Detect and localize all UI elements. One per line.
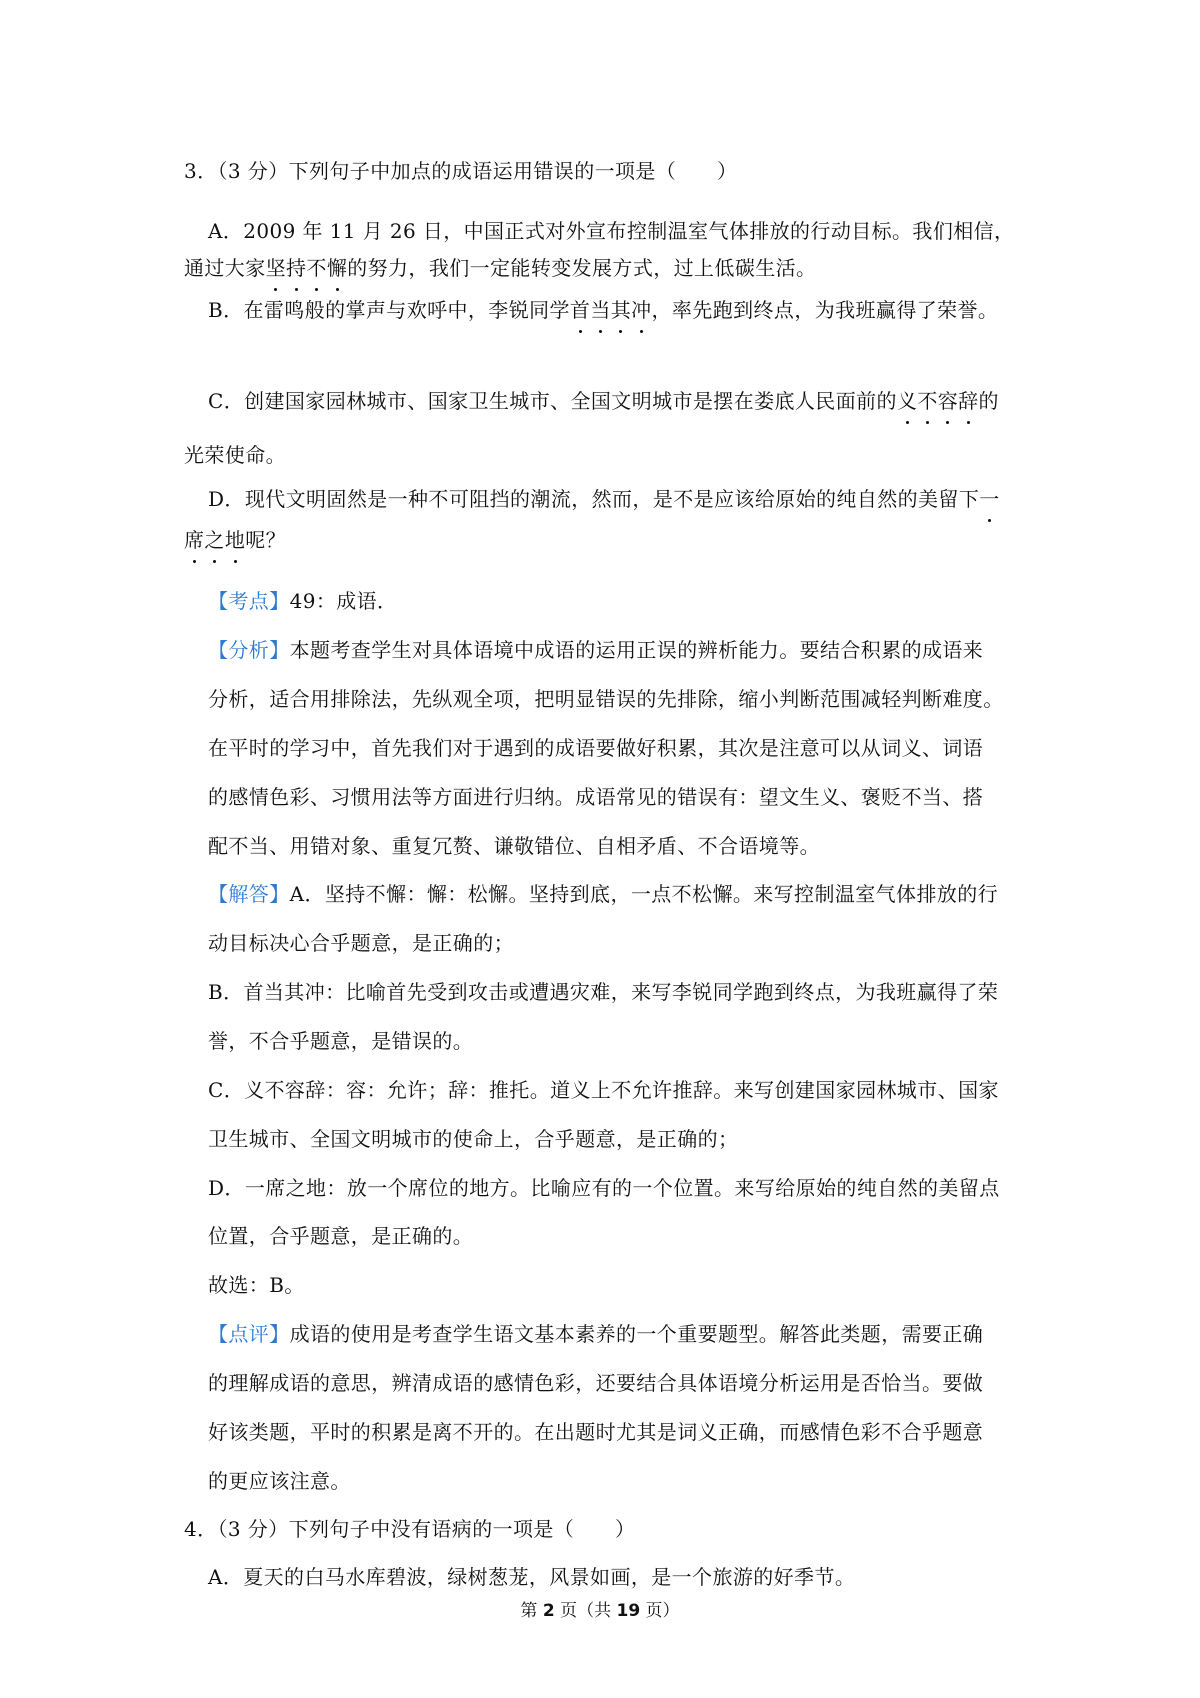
dianping-text: 成语的使用是考查学生语文基本素养的一个重要题型。解答此类题，需要正确 <box>289 1322 984 1346</box>
dianping-line1 <box>208 1320 983 1348</box>
jieda-tag: 【解答】 <box>208 882 290 906</box>
dotted-char: 不 <box>917 389 938 413</box>
footer-total-pages: 19 <box>616 1601 641 1621</box>
dianping-line2: 的理解成语的意思，辨清成语的感情色彩，还要结合具体语境分析运用是否恰当。要做 <box>208 1371 984 1395</box>
dotted-char: 义 <box>896 389 918 413</box>
dotted-char: 辞 <box>958 389 979 413</box>
fenxi-line5: 配不当、用错对象、重复冗赘、谦敬错位、自相矛盾、不合语境等。 <box>208 834 820 858</box>
dotted-char: 容 <box>937 389 959 413</box>
jieda-line8: 位置，合乎题意，是正确的。 <box>208 1224 474 1248</box>
jieda-text: A．坚持不懈：懈：松懈。坚持到底，一点不松懈。来写控制温室气体排放的行 <box>289 882 999 906</box>
dotted-char: 懈 <box>326 256 348 280</box>
dianping-line3: 好该类题，平时的积累是离不开的。在出题时尤其是词义正确，而感情色彩不合乎题意 <box>208 1420 984 1444</box>
text-segment: ，率先跑到终点，为我班赢得了荣誉。 <box>651 298 999 322</box>
fenxi-tag: 【分析】 <box>208 638 290 662</box>
jieda-line7: D．一席之地：放一个席位的地方。比喻应有的一个位置。来写给原始的纯自然的美留点 <box>208 1176 1000 1200</box>
jieda-line5: C．义不容辞：容：允许；辞：推托。道义上不允许推辞。来写创建国家园林城市、国家 <box>208 1078 999 1102</box>
page-footer <box>0 1600 1200 1622</box>
text-segment: 的 <box>978 389 999 413</box>
dotted-char: 坚 <box>265 256 287 280</box>
q3-option-b <box>208 296 998 324</box>
fenxi-line2: 分析，适合用排除法，先纵观全项，把明显错误的先排除，缩小判断范围减轻判断难度。 <box>208 687 1004 711</box>
kaodian-tag: 【考点】 <box>208 589 290 613</box>
q3-option-d-line1 <box>208 485 1000 513</box>
dotted-char: 席 <box>184 528 205 552</box>
text-segment: D．现代文明固然是一种不可阻挡的潮流，然而，是不是应该给原始的纯自然的美留下 <box>208 487 980 511</box>
q3-option-a-line2 <box>184 254 816 282</box>
text-segment: 呢？ <box>245 528 287 552</box>
dotted-char: 地 <box>224 528 246 552</box>
footer-text: 页） <box>640 1601 680 1621</box>
text-segment: C．创建国家园林城市、国家卫生城市、全国文明城市是摆在娄底人民面前的 <box>208 389 897 413</box>
footer-text: 页（共 <box>554 1601 617 1621</box>
text-segment: 通过大家 <box>184 256 266 280</box>
footer-page-number: 2 <box>542 1601 555 1621</box>
jieda-line3: B．首当其冲：比喻首先受到攻击或遭遇灾难，来写李锐同学跑到终点，为我班赢得了荣 <box>208 980 999 1004</box>
fenxi-line3: 在平时的学习中，首先我们对于遇到的成语要做好积累，其次是注意可以从词义、词语 <box>208 736 984 760</box>
q3-stem: 3．（3 分）下列句子中加点的成语运用错误的一项是（ ） <box>184 159 738 183</box>
dotted-char: 其 <box>610 298 632 322</box>
dianping-line4: 的更应该注意。 <box>208 1469 351 1493</box>
fenxi-line4: 的感情色彩、习惯用法等方面进行归纳。成语常见的错误有：望文生义、褒贬不当、搭 <box>208 785 984 809</box>
dotted-char: 首 <box>569 298 591 322</box>
q3-option-c-line2: 光荣使命。 <box>184 443 286 467</box>
kaodian-text: 49：成语． <box>289 589 398 613</box>
dianping-tag: 【点评】 <box>208 1322 290 1346</box>
q3-option-d-line2 <box>184 526 286 554</box>
q3-option-a-line1: A．2009 年 11 月 26 日，中国正式对外宣布控制温室气体排放的行动目标。我们相信， <box>208 219 1015 243</box>
jieda-line2: 动目标决心合乎题意，是正确的； <box>208 931 514 955</box>
jieda-line6: 卫生城市、全国文明城市的使命上，合乎题意，是正确的； <box>208 1127 739 1151</box>
q4-option-a: A．夏天的白马水库碧波，绿树葱茏，风景如画，是一个旅游的好季节。 <box>208 1565 856 1589</box>
jieda-line9: 故选：B。 <box>208 1273 305 1297</box>
dotted-char: 冲 <box>631 298 652 322</box>
dotted-char: 不 <box>306 256 327 280</box>
dotted-char: 持 <box>286 256 307 280</box>
dotted-char: 当 <box>590 298 611 322</box>
dotted-char: 之 <box>204 528 225 552</box>
kaodian <box>208 587 397 615</box>
fenxi-text: 本题考查学生对具体语境中成语的运用正误的辨析能力。要结合积累的成语来 <box>289 638 984 662</box>
jieda-line4: 誉，不合乎题意，是错误的。 <box>208 1029 474 1053</box>
q4-stem: 4．（3 分）下列句子中没有语病的一项是（ ） <box>184 1517 636 1541</box>
dotted-char: 一 <box>979 487 1000 511</box>
jieda-line1 <box>208 880 998 908</box>
footer-text: 第 <box>520 1601 543 1621</box>
text-segment: B．在雷鸣般的掌声与欢呼中，李锐同学 <box>208 298 570 322</box>
text-segment: 的努力，我们一定能转变发展方式，过上低碳生活。 <box>347 256 817 280</box>
q3-option-c-line1 <box>208 387 999 415</box>
fenxi-line1 <box>208 636 983 664</box>
